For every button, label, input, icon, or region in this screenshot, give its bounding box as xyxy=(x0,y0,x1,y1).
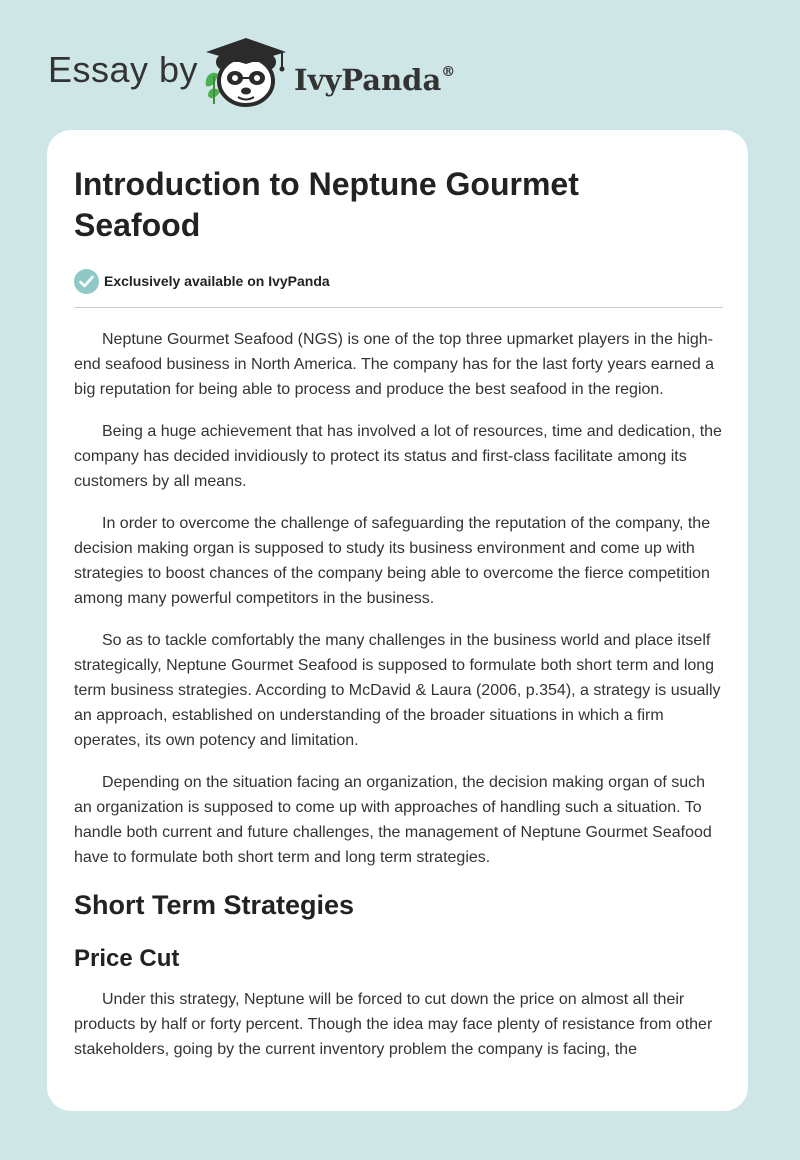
brand-name-text: IvyPanda xyxy=(294,63,442,97)
subsection-heading: Price Cut xyxy=(74,945,180,972)
paragraph: In order to overcome the challenge of safeguarding the reputation of the company, the decision making organ is supposed to study its business environment and come up with strategies to boost chances of the company being able to overcome the fierce competition among many powerful competitors in the business. xyxy=(74,515,711,607)
brand-name[interactable] xyxy=(294,54,455,98)
registered-mark: ® xyxy=(441,64,456,80)
paragraph: Depending on the situation facing an organization, the decision making organ of such an organization is supposed to come up with approaches of handling such a situation. To handle both current and future challenges, the management of Neptune Gourmet Seafood have to formulate both short term and long term strategies. xyxy=(74,774,712,866)
paragraph: Under this strategy, Neptune will be forced to cut down the price on almost all their products by half or forty percent. Though the idea may face plenty of resistance from other stakeholders, going by the current inventory problem the company is facing, the xyxy=(74,991,713,1058)
essay-by-label: Essay by xyxy=(48,49,199,90)
exclusive-badge-text: Exclusively available on IvyPanda xyxy=(104,273,330,289)
site-header xyxy=(0,0,800,120)
paragraph: Neptune Gourmet Seafood (NGS) is one of the top three upmarket players in the high-end seafood business in North America. The company has for the last forty years earned a big reputation for being able to process and produce the best seafood in the region. xyxy=(74,331,715,398)
essay-title: Introduction to Neptune Gourmet Seafood xyxy=(74,166,579,243)
essay-card xyxy=(47,130,748,1111)
section-heading: Short Term Strategies xyxy=(74,890,355,920)
paragraph: Being a huge achievement that has involved a lot of resources, time and dedication, the company has decided invidiously to protect its status and first-class facilitate among its customers by all means. xyxy=(74,423,722,490)
essay-body xyxy=(74,327,723,1062)
exclusive-badge xyxy=(74,267,721,295)
paragraph: So as to tackle comfortably the many challenges in the business world and place itself strategically, Neptune Gourmet Seafood is supposed to formulate both short term and long term business strategies. According to McDavid & Laura (2006, p.354), a strategy is usually an approach, established on understanding of the broader situations in which a firm operates, its own potency and limitation. xyxy=(74,632,721,749)
check-circle-icon xyxy=(74,269,99,294)
panda-logo-icon[interactable] xyxy=(202,36,292,108)
title-divider xyxy=(74,307,723,308)
